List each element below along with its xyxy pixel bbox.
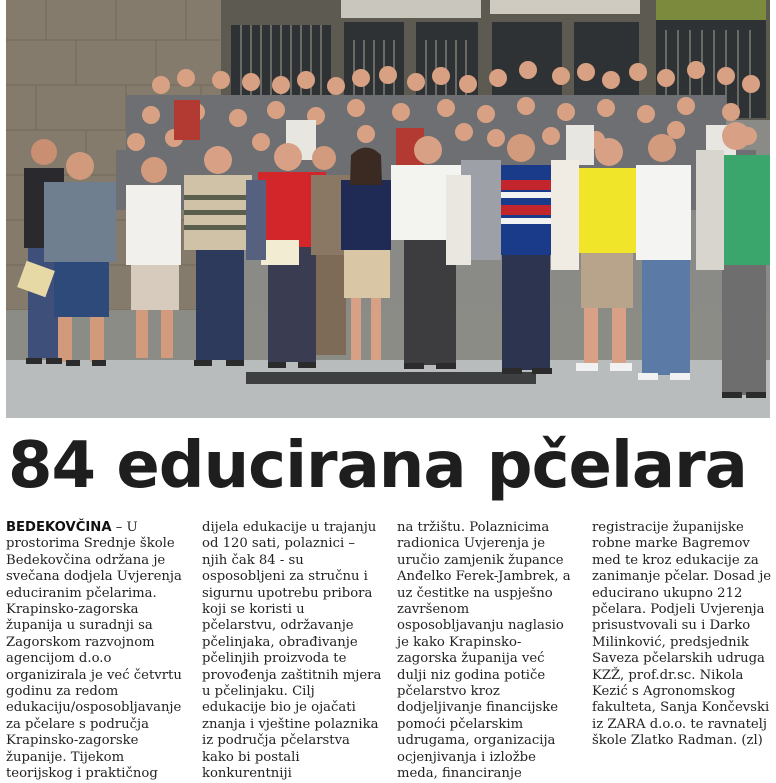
article-column-3 <box>397 520 577 783</box>
sign-board <box>341 0 481 18</box>
trees <box>656 0 766 20</box>
column-3-text: na tržištu. Polaznicima radionica Uvjerenja je uručio zamjenik župance Anđelko Ferek-Jambrek, a uz čestitke na uspješno završenom osposobljavanju naglasio je kako Krapinsko-zagorska županija već dulji niz godina potiče pčelarstvo kroz dodjeljivanje financijske pomoći pčelarskim udrugama, organizacija ocjenjivanja i izložbe meda, financiranje <box>397 520 571 782</box>
sign-board-2 <box>490 0 640 14</box>
article-dateline: BEDEKOVČINA <box>6 520 112 535</box>
drain-grate <box>246 372 536 384</box>
article-body <box>0 520 776 782</box>
article-headline: 84 educirana pčelara <box>8 429 747 503</box>
article-column-4 <box>592 520 772 750</box>
column-1-text: – U prostorima Srednje škole Bedekovčina održana je svečana dodjela Uvjerenja educiranim pčelarima. Krapinsko-zagorska županija u suradnji sa Zagorskom razvojnom agencijom d.o.o organizirala je već četvrtu godinu za redom edukaciju/osposobljavanje za pčelare s područja Krapinsko-zagorske županije. Tijekom teorijskog i praktičnog <box>6 520 182 782</box>
article-column-2 <box>202 520 382 783</box>
column-4-text: registracije županijske robne marke Bagremov med te kroz edukacije za zanimanje pčelar. Dosad je educirano ukupno 212 pčelara. Podjeli Uvjerenja prisustvovali su i Darko Milinković, predsjednik Saveza pčelarskih udruga KZŽ, prof.dr.sc. Nikola Kezić s Agronomskog fakulteta, Sanja Končevski iz ZARA d.o.o. te ravnatelj škole Zlatko Radman. (zl) <box>592 520 772 749</box>
group-photo <box>6 0 770 418</box>
column-2-text: dijela edukacije u trajanju od 120 sati, polaznici – njih čak 84 - su osposobljeni za stručnu i sigurnu upotrebu pribora koji se koristi u pčelarstvu, održavanje pčelinjaka, obrađivanje pčelinjih proizvoda te provođenja zaštitnih mjera u pčelinjaku. Cilj edukacije bio je ojačati znanja i vještine polaznika iz područja pčelarstva kako bi postali konkurentniji <box>202 520 382 782</box>
group-photo-illustration <box>6 0 770 418</box>
article-column-1 <box>6 520 186 783</box>
